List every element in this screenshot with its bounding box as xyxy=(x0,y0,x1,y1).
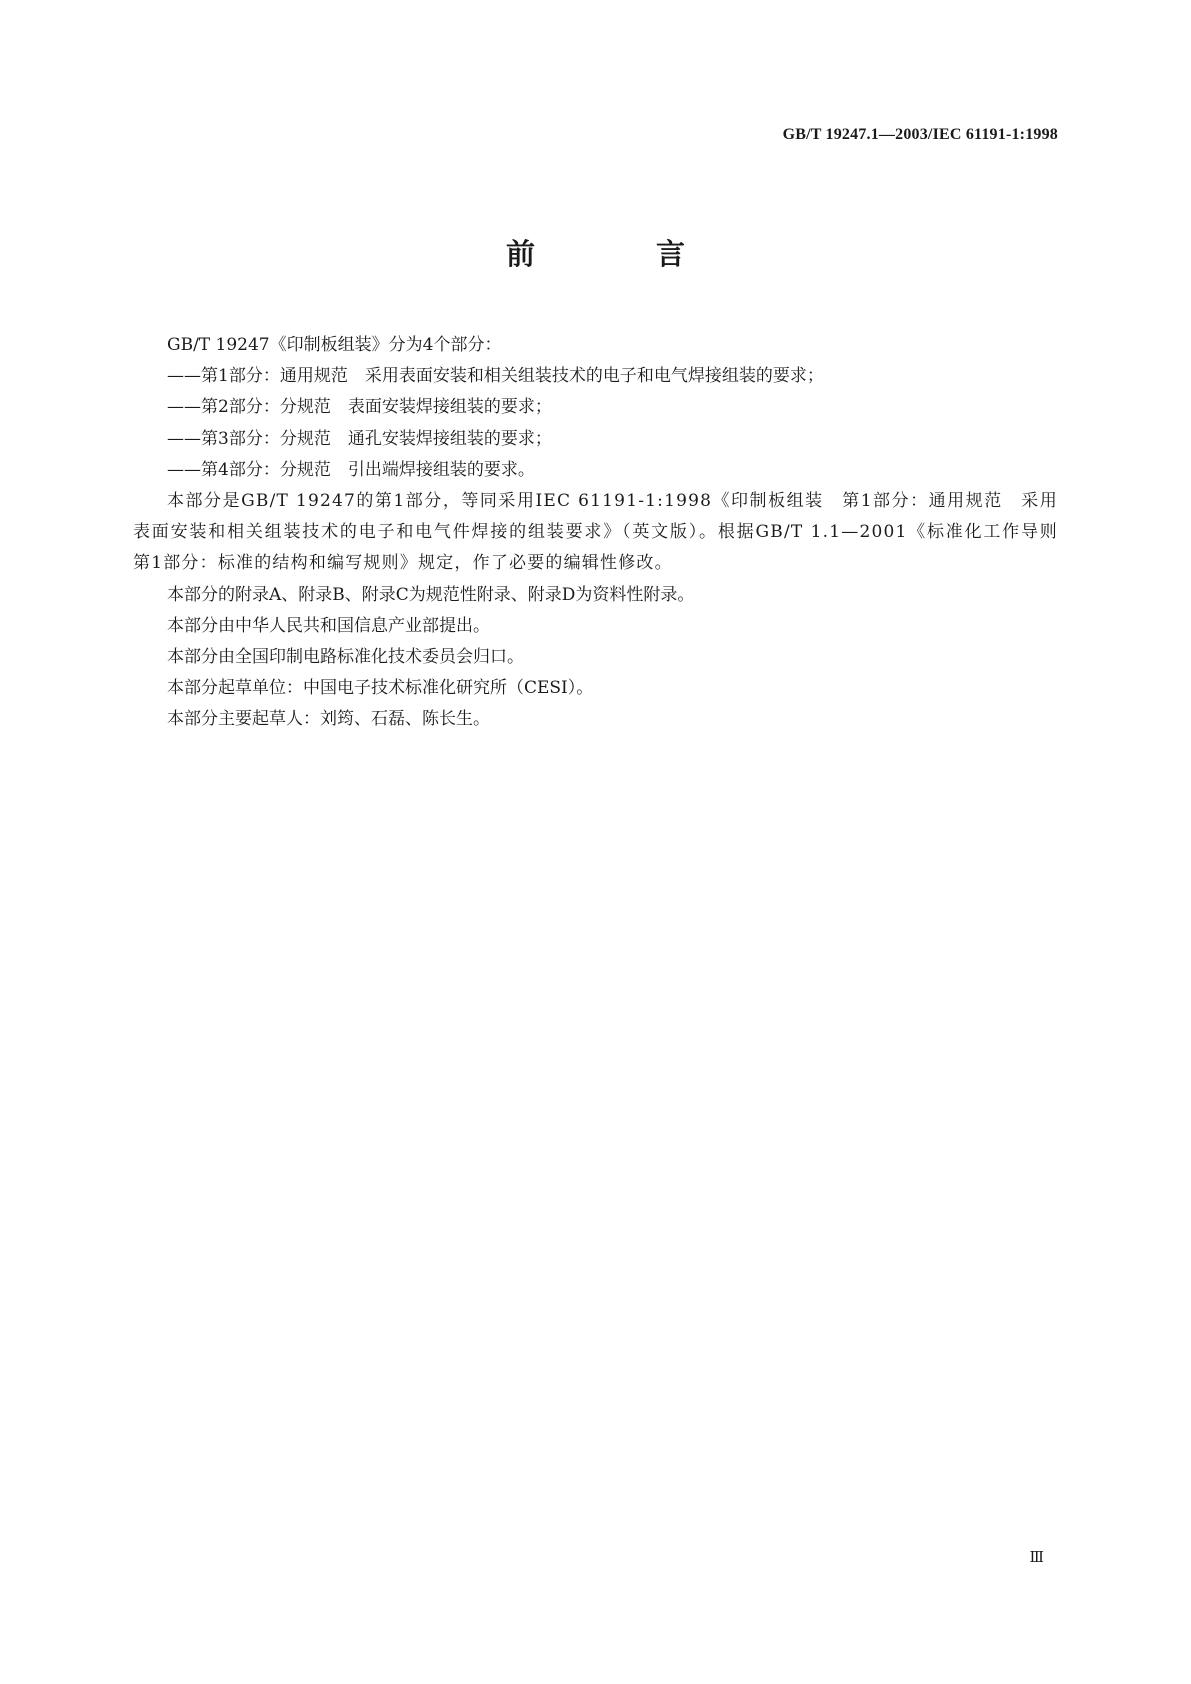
paragraph-annexes: 本部分的附录A、附录B、附录C为规范性附录、附录D为资料性附录。 xyxy=(167,584,695,605)
paragraph-parts-intro: GB/T 19247《印制板组装》分为4个部分： xyxy=(167,335,502,355)
page-title: 前 言 xyxy=(505,237,731,271)
standard-code-header: GB/T 19247.1—2003/IEC 61191-1:1998 xyxy=(782,126,1058,143)
list-item-part-4: ——第4部分：分规范 引出端焊接组装的要求。 xyxy=(167,459,535,480)
list-item-part-2: ——第2部分：分规范 表面安装焊接组装的要求； xyxy=(167,397,552,418)
list-item-part-1: ——第1部分：通用规范 采用表面安装和相关组装技术的电子和电气焊接组装的要求； xyxy=(167,366,824,387)
paragraph-adoption: 本部分是GB/T 19247的第1部分，等同采用IEC 61191-1:1998《印制板组装 第1部分：通用规范 采用表面安装和相关组装技术的电子和电气件焊接的组装要求》（英文版）。根据GB/T 1.1—2001《标准化工作导则 第1部分：标准的结构和编写规则》规定，作了必要的编辑性修改。 xyxy=(133,491,1077,574)
page-number: Ⅲ xyxy=(1029,1550,1044,1566)
foreword-body xyxy=(133,330,1077,736)
paragraph-drafters: 本部分主要起草人：刘筠、石磊、陈长生。 xyxy=(167,709,490,730)
list-item-part-3: ——第3部分：分规范 通孔安装焊接组装的要求； xyxy=(167,428,552,449)
paragraph-committee: 本部分由全国印制电路标准化技术委员会归口。 xyxy=(167,647,524,668)
paragraph-drafting-unit: 本部分起草单位：中国电子技术标准化研究所（CESI）。 xyxy=(167,678,594,699)
paragraph-proposer: 本部分由中华人民共和国信息产业部提出。 xyxy=(167,615,490,636)
